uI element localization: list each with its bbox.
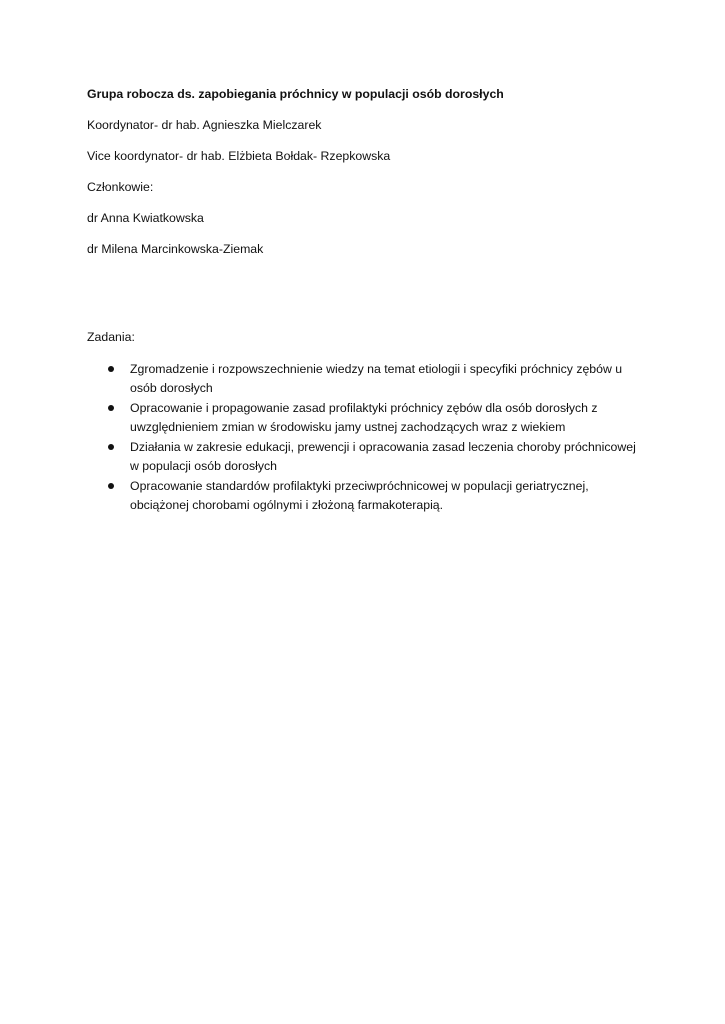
members-label: Członkowie: [87, 180, 154, 194]
tasks-list [87, 360, 647, 514]
bullet-icon [108, 444, 114, 450]
document-content [87, 86, 647, 516]
member-item: dr Milena Marcinkowska-Ziemak [87, 242, 264, 256]
bullet-icon [108, 405, 114, 411]
task-item [87, 399, 647, 436]
task-text: Działania w zakresie edukacji, prewencji i opracowania zasad leczenia choroby próchnicowej w populacji osób dorosłych [130, 440, 636, 473]
document-heading: Grupa robocza ds. zapobiegania próchnicy w populacji osób dorosłych [87, 87, 504, 101]
coordinator-line: Koordynator- dr hab. Agnieszka Mielczarek [87, 118, 322, 132]
bullet-icon [108, 366, 114, 372]
task-text: Opracowanie standardów profilaktyki przeciwpróchnicowej w populacji geriatrycznej, obciążonej chorobami ogólnymi i złożoną farmakoterapią. [130, 479, 589, 512]
tasks-label: Zadania: [87, 330, 135, 344]
task-text: Opracowanie i propagowanie zasad profilaktyki próchnicy zębów dla osób dorosłych z uwzględnieniem zmian w środowisku jamy ustnej zachodzących wraz z wiekiem [130, 401, 598, 434]
bullet-icon [108, 483, 114, 489]
task-item [87, 360, 647, 397]
vice-coordinator-line: Vice koordynator- dr hab. Elżbieta Bołdak- Rzepkowska [87, 149, 391, 163]
member-item: dr Anna Kwiatkowska [87, 211, 204, 225]
task-item [87, 477, 647, 514]
task-text: Zgromadzenie i rozpowszechnienie wiedzy na temat etiologii i specyfiki próchnicy zębów u osób dorosłych [130, 362, 623, 395]
spacer [87, 272, 647, 329]
task-item [87, 438, 647, 475]
